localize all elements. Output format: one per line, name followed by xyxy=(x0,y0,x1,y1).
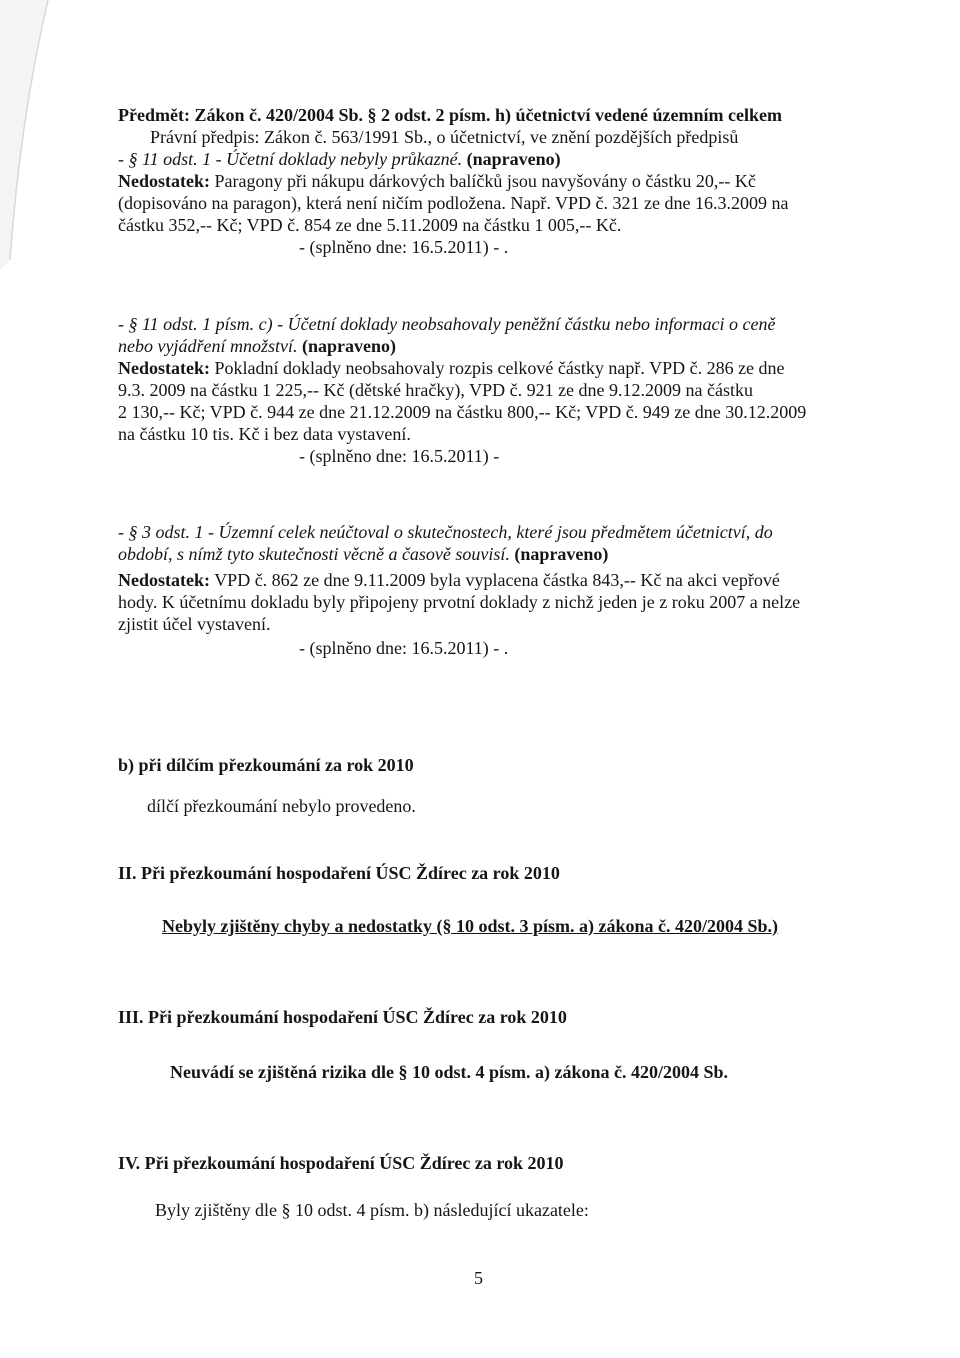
fulfilled-note: - (splněno dne: 16.5.2011) - . xyxy=(299,237,509,257)
provision-line-2 xyxy=(118,543,608,565)
provision-line: - § 3 odst. 1 - Územní celek neúčtoval o skutečnostech, které jsou předmětem účetnictví, do xyxy=(118,522,773,542)
deficiency-text: Pokladní doklady neobsahovaly rozpis celkové částky např. VPD č. 286 ze dne xyxy=(214,358,785,378)
deficiency-line-2: 9.3. 2009 na částku 1 225,-- Kč (dětské hračky), VPD č. 921 ze dne 9.12.2009 na částku xyxy=(118,380,754,400)
deficiency-line xyxy=(118,170,756,192)
deficiency-line-3: částku 352,-- Kč; VPD č. 854 ze dne 5.11.2009 na částku 1 005,-- Kč. xyxy=(118,215,622,235)
page-number: 5 xyxy=(474,1268,483,1288)
partial-review-text: dílčí přezkoumání nebylo provedeno. xyxy=(147,796,416,816)
section-iv-text: Byly zjištěny dle § 10 odst. 4 písm. b) následující ukazatele: xyxy=(155,1200,589,1220)
deficiency-line-4: na částku 10 tis. Kč i bez data vystavení. xyxy=(118,424,411,444)
fulfilled-note: - (splněno dne: 16.5.2011) - xyxy=(299,446,500,466)
subject-label: Předmět: xyxy=(118,105,190,125)
provision-text: nebo vyjádření množství. xyxy=(118,336,298,356)
remedied-status: (napraveno) xyxy=(514,544,609,564)
deficiency-text: VPD č. 862 ze dne 9.11.2009 byla vyplacena částka 843,-- Kč na akci vepřové xyxy=(214,570,780,590)
deficiency-line-2: (dopisováno na paragon), která není ničím podložena. Např. VPD č. 321 ze dne 16.3.2009 na xyxy=(118,193,789,213)
deficiency-label: Nedostatek: xyxy=(118,171,210,191)
remedied-status: (napraveno) xyxy=(466,149,561,169)
deficiency-line xyxy=(118,569,780,591)
deficiency-line-3: zjistit účel vystavení. xyxy=(118,614,271,634)
deficiency-label: Nedostatek: xyxy=(118,570,210,590)
section-iii-heading: III. Při přezkoumání hospodaření ÚSC Ždírec za rok 2010 xyxy=(118,1007,567,1027)
section-iii-finding: Neuvádí se zjištěná rizika dle § 10 odst. 4 písm. a) zákona č. 420/2004 Sb. xyxy=(170,1062,729,1082)
subject-text: Zákon č. 420/2004 Sb. § 2 odst. 2 písm. h) účetnictví vedené územním celkem xyxy=(194,105,782,125)
partial-review-heading: b) při dílčím přezkoumání za rok 2010 xyxy=(118,755,414,775)
deficiency-line-2: hody. K účetnímu dokladu byly připojeny prvotní doklady z nichž jeden je z roku 2007 a nelze xyxy=(118,592,801,612)
provision-line: - § 11 odst. 1 písm. c) - Účetní doklady neobsahovaly peněžní částku nebo informaci o ceně xyxy=(118,314,776,334)
deficiency-line xyxy=(118,357,785,379)
legal-regulation-line: Právní předpis: Zákon č. 563/1991 Sb., o účetnictví, ve znění pozdějších předpisů xyxy=(150,127,739,147)
deficiency-label: Nedostatek: xyxy=(118,358,210,378)
provision-line xyxy=(118,148,561,170)
section-ii-heading: II. Při přezkoumání hospodaření ÚSC Ždírec za rok 2010 xyxy=(118,863,560,883)
section-iv-heading: IV. Při přezkoumání hospodaření ÚSC Ždírec za rok 2010 xyxy=(118,1153,564,1173)
fulfilled-note: - (splněno dne: 16.5.2011) - . xyxy=(299,638,509,658)
provision-text: - § 11 odst. 1 - Účetní doklady nebyly průkazné. xyxy=(118,149,463,169)
subject-line xyxy=(118,104,782,126)
deficiency-text: Paragony při nákupu dárkových balíčků jsou navyšovány o částku 20,-- Kč xyxy=(214,171,756,191)
deficiency-line-3: 2 130,-- Kč; VPD č. 944 ze dne 21.12.2009 na částku 800,-- Kč; VPD č. 949 ze dne 30.12.2009 xyxy=(118,402,807,422)
provision-text: období, s nímž tyto skutečnosti věcně a časově souvisí. xyxy=(118,544,510,564)
section-ii-finding: Nebyly zjištěny chyby a nedostatky (§ 10 odst. 3 písm. a) zákona č. 420/2004 Sb.) xyxy=(162,916,779,936)
remedied-status: (napraveno) xyxy=(301,336,396,356)
provision-line-2 xyxy=(118,335,396,357)
